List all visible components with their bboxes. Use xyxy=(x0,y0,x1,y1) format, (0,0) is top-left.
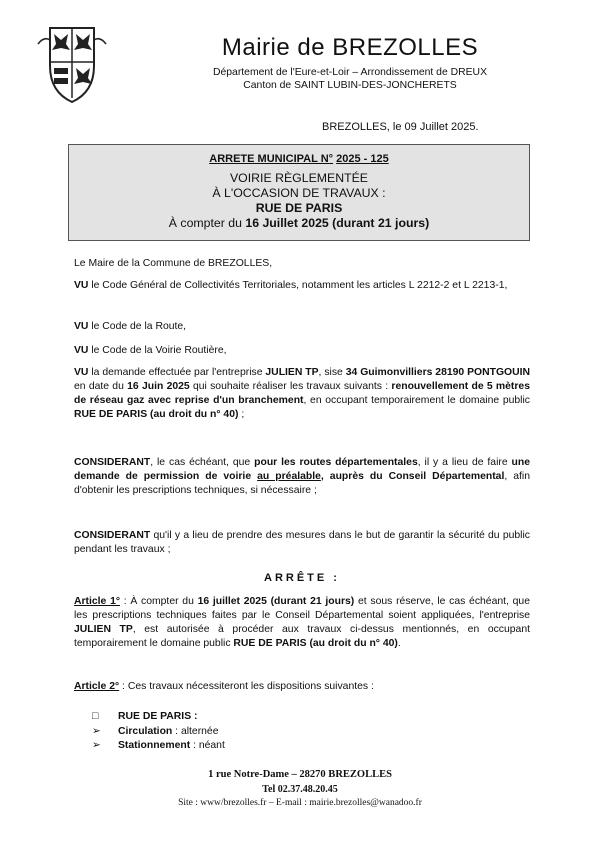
arrow-bullet-icon: ➢ xyxy=(92,726,101,737)
box-line-1: VOIRIE RÈGLEMENTÉE xyxy=(229,171,369,185)
footer-address: 1 rue Notre-Dame – 28270 BREZOLLES xyxy=(208,769,392,780)
coat-of-arms-icon xyxy=(34,22,110,106)
mairie-title: Mairie de BREZOLLES xyxy=(221,34,479,61)
date-line: BREZOLLES, le 09 Juillet 2025. xyxy=(322,121,479,133)
canton-line: Canton de SAINT LUBIN-DES-JONCHERETS xyxy=(243,80,457,91)
vu-paragraph-4: VU la demande effectuée par l'entreprise JULIEN TP, sise 34 Guimonvilliers 28190 PONTGOUIN en date du 16 Juin 2025 qui souhaite réaliser les travaux suivants : renouvellement de 5 mètres de réseau gaz avec reprise d'un branchement, en occupant temporairement le domaine public RUE DE PARIS (au droit du n° 40) ; xyxy=(74,367,531,420)
box-line-2: À L'OCCASION DE TRAVAUX : xyxy=(212,186,386,200)
arrete-number-value: 2025 - 125 xyxy=(336,153,389,165)
list-item-stationnement: ➢ Stationnement : néant xyxy=(92,740,225,751)
header-subtitle xyxy=(150,66,550,92)
arrete-number: ARRETE MUNICIPAL N° 2025 - 125 xyxy=(209,153,389,165)
considerant-paragraph-2: CONSIDERANT qu'il y a lieu de prendre des mesures dans le but de garantir la sécurité du public pendant les travaux ; xyxy=(74,530,530,555)
vu-paragraph-2: VU le Code de la Route, xyxy=(74,321,187,332)
arrow-bullet-icon: ➢ xyxy=(92,740,101,751)
vu-paragraph-1: VU le Code Général de Collectivités Territoriales, notamment les articles L 2212-2 et L 2213-1, xyxy=(74,280,508,291)
footer-tel: Tel 02.37.48.20.45 xyxy=(262,784,338,795)
arrete-title: ARRÊTE : xyxy=(264,572,340,584)
article-2-paragraph: Article 2° : Ces travaux nécessiteront les dispositions suivantes : xyxy=(74,681,374,692)
departement-line: Département de l'Eure-et-Loir – Arrondissement de DREUX xyxy=(213,67,487,78)
article-1-paragraph: Article 1° : À compter du 16 juillet 2025 (durant 21 jours) et sous réserve, le cas échéant, que les prescriptions techniques faites par le Conseil Départemental soient appliquées, l'entreprise JULIEN TP, est autorisée à procéder aux travaux ci-dessus mentionnés, en occupant temporairement le domaine public RUE DE PARIS (au droit du n° 40). xyxy=(74,596,530,649)
vu-paragraph-3: VU le Code de la Voirie Routière, xyxy=(74,345,227,356)
considerant-paragraph-1: CONSIDERANT, le cas échéant, que pour les routes départementales, il y a lieu de faire une demande de permission de voirie au préalable, auprès du Conseil Départemental, afin d'obtenir les prescriptions techniques, si nécessaire ; xyxy=(74,457,531,496)
square-bullet-icon: □ xyxy=(92,711,99,722)
footer-site: Site : www/brezolles.fr – E-mail : mairie.brezolles@wanadoo.fr xyxy=(178,798,422,808)
box-street: RUE DE PARIS xyxy=(255,201,343,215)
intro-paragraph: Le Maire de la Commune de BREZOLLES, xyxy=(74,258,273,269)
list-item-street: □ RUE DE PARIS : xyxy=(92,711,198,722)
box-period: À compter du 16 Juillet 2025 (durant 21 jours) xyxy=(168,216,430,230)
arrete-header-box xyxy=(68,144,530,241)
list-item-circulation: ➢ Circulation : alternée xyxy=(92,726,219,737)
